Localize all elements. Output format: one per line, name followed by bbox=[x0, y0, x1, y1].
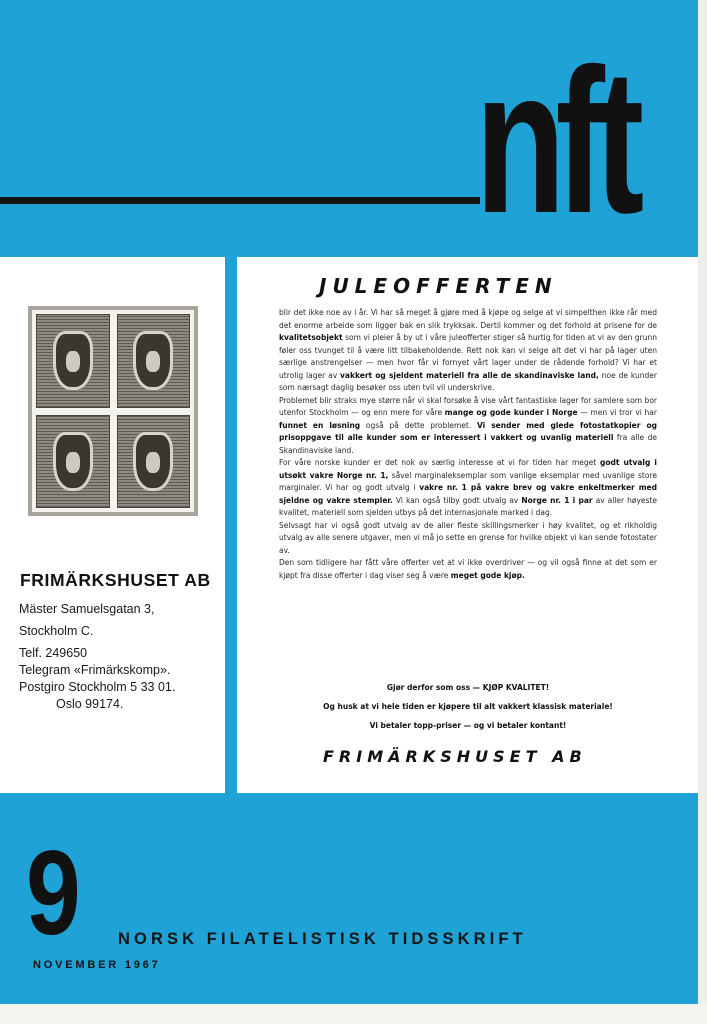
address-oslo: Oslo 99174. bbox=[56, 697, 124, 711]
paragraph: Den som tidligere har fått våre offerter vet at vi ikke overdriver — og vil også finne at det som er kjøpt fra disse offerter i dag viser seg å være meget gode kjøp. bbox=[279, 558, 657, 580]
page-edge bbox=[0, 1004, 707, 1024]
lion-crest-icon bbox=[133, 331, 173, 390]
magazine-logo: nft bbox=[475, 26, 635, 256]
lion-crest-icon bbox=[53, 432, 93, 491]
stamp-image bbox=[117, 314, 191, 408]
company-name: FRIMÄRKSHUSET AB bbox=[20, 570, 211, 590]
paragraph: For våre norske kunder er det nok av særlig interesse at vi for tiden har meget godt utvalg i utsøkt vakre Norge nr. 1, såvel marginaleksemplar som vanlige eksemplar med uvanlige store marginaler. Vi har og godt utvalg i vakre nr. 1 på vakre brev og vakre enkeltmerker med sjeldne og vakre stempler. Vi kan også tilby godt utvalg av Norge nr. 1 i par av aller høyeste kvalitet, materiell som sjelden utbys på det internasjonale marked i dag. bbox=[279, 458, 657, 517]
paragraph: blir det ikke noe av i år. Vi har så meget å gjøre med å kjøpe og selge at vi simpelthen ikke rår med det enorme arbeide som ligger bak en slik trykksak. Dertil kommer og det forhold at prisene for de kvalitetsobjekt som vi pleier å by ut i våre juleofferter stiger så hurtig for tiden at vi av den grunn føler oss tvunget til å være litt tilbakeholdende. Rett nok kan vi selge alt det vi har på lager uten særlige anstrengelser — men hvor får vi fornyet vårt lager under de rådende forhold? Vi har et utrolig lager av vakkert og sjeldent materiell fra alle de skandinaviske land, noe de kunder som nærsagt daglig besøker oss uten tvil vil underskrive. bbox=[279, 308, 657, 392]
issue-number: 9 bbox=[26, 826, 81, 960]
lion-crest-icon bbox=[133, 432, 173, 491]
page-edge bbox=[698, 0, 707, 1024]
advertiser-panel bbox=[0, 257, 225, 793]
stamp-block-image bbox=[28, 306, 198, 516]
stamp-image bbox=[36, 314, 110, 408]
paragraph: Selvsagt har vi også godt utvalg av de aller fleste skillingsmerker i høy kvalitet, og et rikholdig utvalg av alle senere utgaver, men vi må jo sette en grense for hvilke objekt vi kan sende fotostater av. bbox=[279, 520, 657, 555]
address-street: Mäster Samuelsgatan 3, bbox=[19, 602, 155, 616]
slogan-line: Og husk at vi hele tiden er kjøpere til alt vakkert klassisk materiale! bbox=[323, 702, 613, 711]
address-telegram: Telegram «Frimärkskomp». bbox=[19, 663, 171, 677]
issue-date: NOVEMBER 1967 bbox=[33, 959, 161, 971]
article-title: JULEOFFERTEN bbox=[319, 274, 558, 298]
masthead-rule bbox=[0, 197, 480, 204]
address-postgiro: Postgiro Stockholm 5 33 01. bbox=[19, 680, 176, 694]
address-city: Stockholm C. bbox=[19, 624, 94, 638]
magazine-subtitle: NORSK FILATELISTISK TIDSSKRIFT bbox=[118, 930, 527, 948]
lion-crest-icon bbox=[53, 331, 93, 390]
slogan-line: Vi betaler topp-priser — og vi betaler kontant! bbox=[369, 721, 567, 730]
stamp-image bbox=[117, 415, 191, 509]
address-phone: Telf. 249650 bbox=[19, 646, 88, 660]
signature: FRIMÄRKSHUSET AB bbox=[323, 747, 587, 766]
paragraph: Problemet blir straks mye større når vi skal forsøke å vise vårt fantastiske lager for samlere som bor utenfor Stockholm — og enn mere for våre mange og gode kunder i Norge — men vi tror vi har funnet en løsning også på dette problemet. Vi sender med glede fotostatkopier og prisoppgave til alle kunder som er interessert i vakkert og uvanlig materiell fra alle de Skandinaviske land. bbox=[279, 395, 657, 455]
stamp-image bbox=[36, 415, 110, 509]
advertisement-panel bbox=[237, 257, 698, 793]
article-body bbox=[279, 307, 657, 582]
slogan-line: Gjør derfor som oss — KJØP KVALITET! bbox=[386, 683, 550, 692]
